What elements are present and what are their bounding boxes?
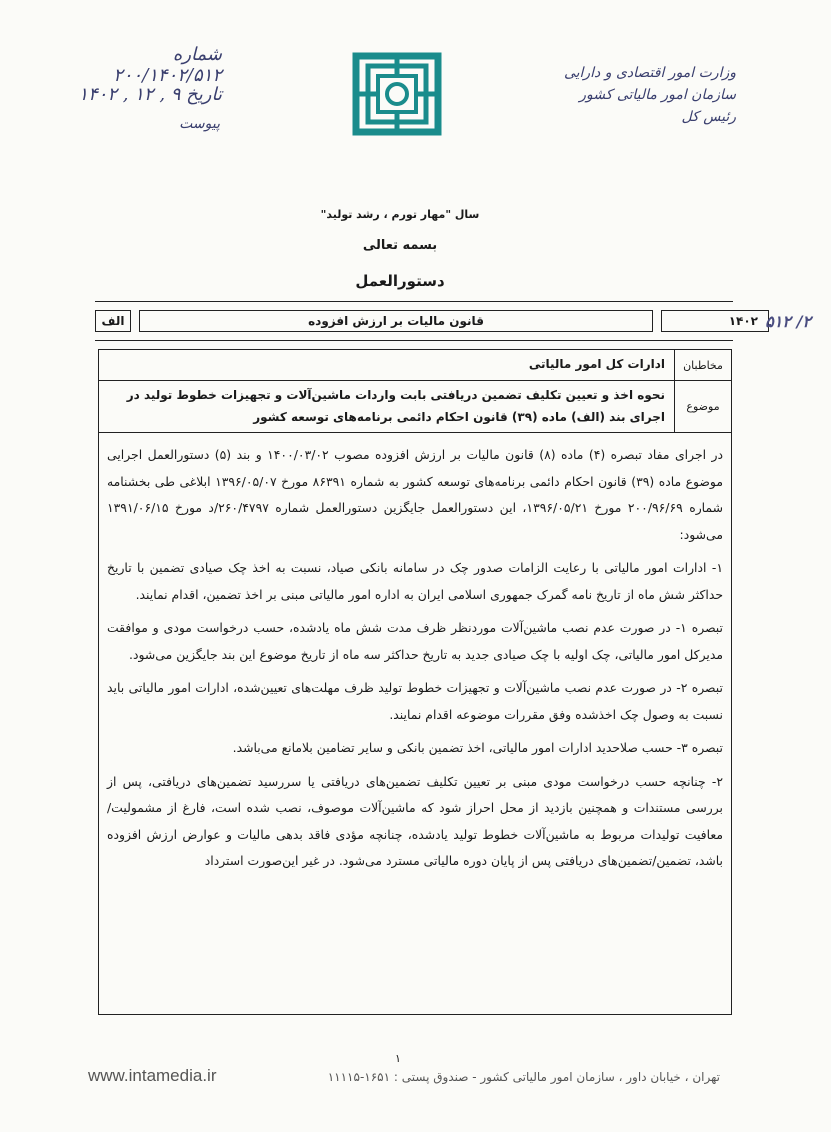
subject-label: موضوع	[674, 380, 731, 432]
note-1-paragraph: تبصره ۱- در صورت عدم نصب ماشین‌آلات موردنظر ظرف مدت شش ماه یادشده، حسب درخواست مودی و موافقت مدیرکل امور مالیاتی، چک اولیه با چک صیادی جدید به تاریخ حداکثر سه ماه از تاریخ موضوع این بند جایگزین می‌شود.	[107, 620, 723, 662]
letter-date	[62, 84, 222, 105]
document-type: دستورالعمل	[355, 272, 445, 290]
head-line: رئیس کل	[681, 109, 736, 125]
instruction-body	[107, 442, 723, 882]
addressee-label: مخاطبان	[674, 350, 731, 380]
year-cell: ۱۴۰۲	[661, 310, 769, 332]
instruction-number-handwritten: ۲/ ۵۱۲	[765, 311, 811, 331]
ministry-header	[496, 62, 736, 128]
letter-number-value: ۲۰۰/۱۴۰۲/۵۱۲	[113, 65, 222, 86]
series-cell: الف	[95, 310, 131, 332]
intro-paragraph: در اجرای مفاد تبصره (۴) ماده (۸) قانون مالیات بر ارزش افزوده مصوب ۱۴۰۰/۰۳/۰۲ و بند (۵) دستورالعمل اجرایی موضوع ماده (۳۹) قانون احکام دائمی برنامه‌های توسعه کشور به شماره ۸۶۳۹۱ مورخ ۱۳۹۶/۰۵/۰۷ ابلاغی طی بخشنامه شماره ۲۰۰/۹۶/۶۹ مورخ ۱۳۹۶/۰۵/۲۱، این دستورالعمل جایگزین دستورالعمل شماره ۲۶۰/۴۷۹۷/د مورخ ۱۳۹۱/۰۶/۱۵ می‌شود:	[107, 447, 723, 542]
item-1-paragraph: ۱- ادارات امور مالیاتی با رعایت الزامات صدور چک در سامانه بانکی صیاد، نسبت به اخذ چک صیادی تضمین با تاریخ حداکثر شش ماه از تاریخ نامه گمرک جمهوری اسلامی ایران به اداره امور مالیاتی مبنی بر اخذ تضمین، اقدام نمایند.	[107, 560, 723, 602]
letter-number-label: شماره	[172, 44, 222, 65]
instruction-header-box	[95, 301, 811, 341]
addressee-value: ادارات کل امور مالیاتی	[528, 357, 665, 371]
bismillah: بسمه تعالی	[362, 238, 438, 253]
footer-address: تهران ، خیابان داور ، سازمان امور مالیاتی کشور - صندوق پستی : ۱۶۵۱-۱۱۱۱۵	[327, 1070, 720, 1084]
subject-row	[99, 380, 731, 433]
item-2-paragraph: ۲- چنانچه حسب درخواست مودی مبنی بر تعیین تکلیف تضمین‌های دریافتی یا سررسید تضمین‌های دریافتی، پس از بررسی مستندات و همچنین بازدید از محل احراز شود که ماشین‌آلات موصوف، نصب شده است، فارغ از مشمولیت/معافیت تولیدات مربوط به ماشین‌آلات خطوط تولید یادشده، چنانچه مؤدی فاقد بدهی مالیات و عوارض ارزش افزوده باشد، تضمین/تضمین‌های دریافتی پس از پایان دوره مالیاتی مسترد می‌شود. در غیر این‌صورت استرداد	[107, 773, 723, 868]
year-slogan: سال "مهار تورم ، رشد تولید"	[320, 208, 480, 221]
footer-website-link[interactable]: www.intamedia.ir	[88, 1066, 217, 1085]
law-title-cell: قانون مالیات بر ارزش افزوده	[139, 310, 653, 332]
page-number: ۱	[395, 1052, 401, 1065]
attachment-label: پیوست	[179, 116, 220, 132]
note-3-paragraph: تبصره ۳- حسب صلاحدید ادارات امور مالیاتی، اخذ تضمین بانکی و سایر تضامین بلامانع می‌باشد.	[232, 740, 723, 755]
ministry-line: وزارت امور اقتصادی و دارایی	[563, 65, 736, 81]
tax-organization-logo-icon	[352, 52, 442, 136]
organization-line: سازمان امور مالیاتی کشور	[579, 87, 736, 103]
letter-date-label: تاریخ	[186, 84, 222, 105]
instruction-table	[98, 349, 732, 1015]
subject-value: نحوه اخذ و تعیین تکلیف تضمین دریافتی بابت واردات ماشین‌آلات و تجهیزات خطوط تولید در اجرای بند (الف) ماده (۳۹) قانون احکام دائمی برنامه‌های توسعه کشور	[126, 388, 665, 424]
addressee-row	[99, 350, 731, 381]
letter-number	[62, 44, 222, 86]
letter-date-value: ۹ , ۱۲ , ۱۴۰۲	[78, 84, 181, 105]
note-2-paragraph: تبصره ۲- در صورت عدم نصب ماشین‌آلات و تجهیزات خطوط تولید ظرف مهلت‌های تعیین‌شده، ادارات امور مالیاتی باید نسبت به وصول چک اخذشده وفق مقررات موضوعه اقدام نمایند.	[107, 680, 723, 722]
